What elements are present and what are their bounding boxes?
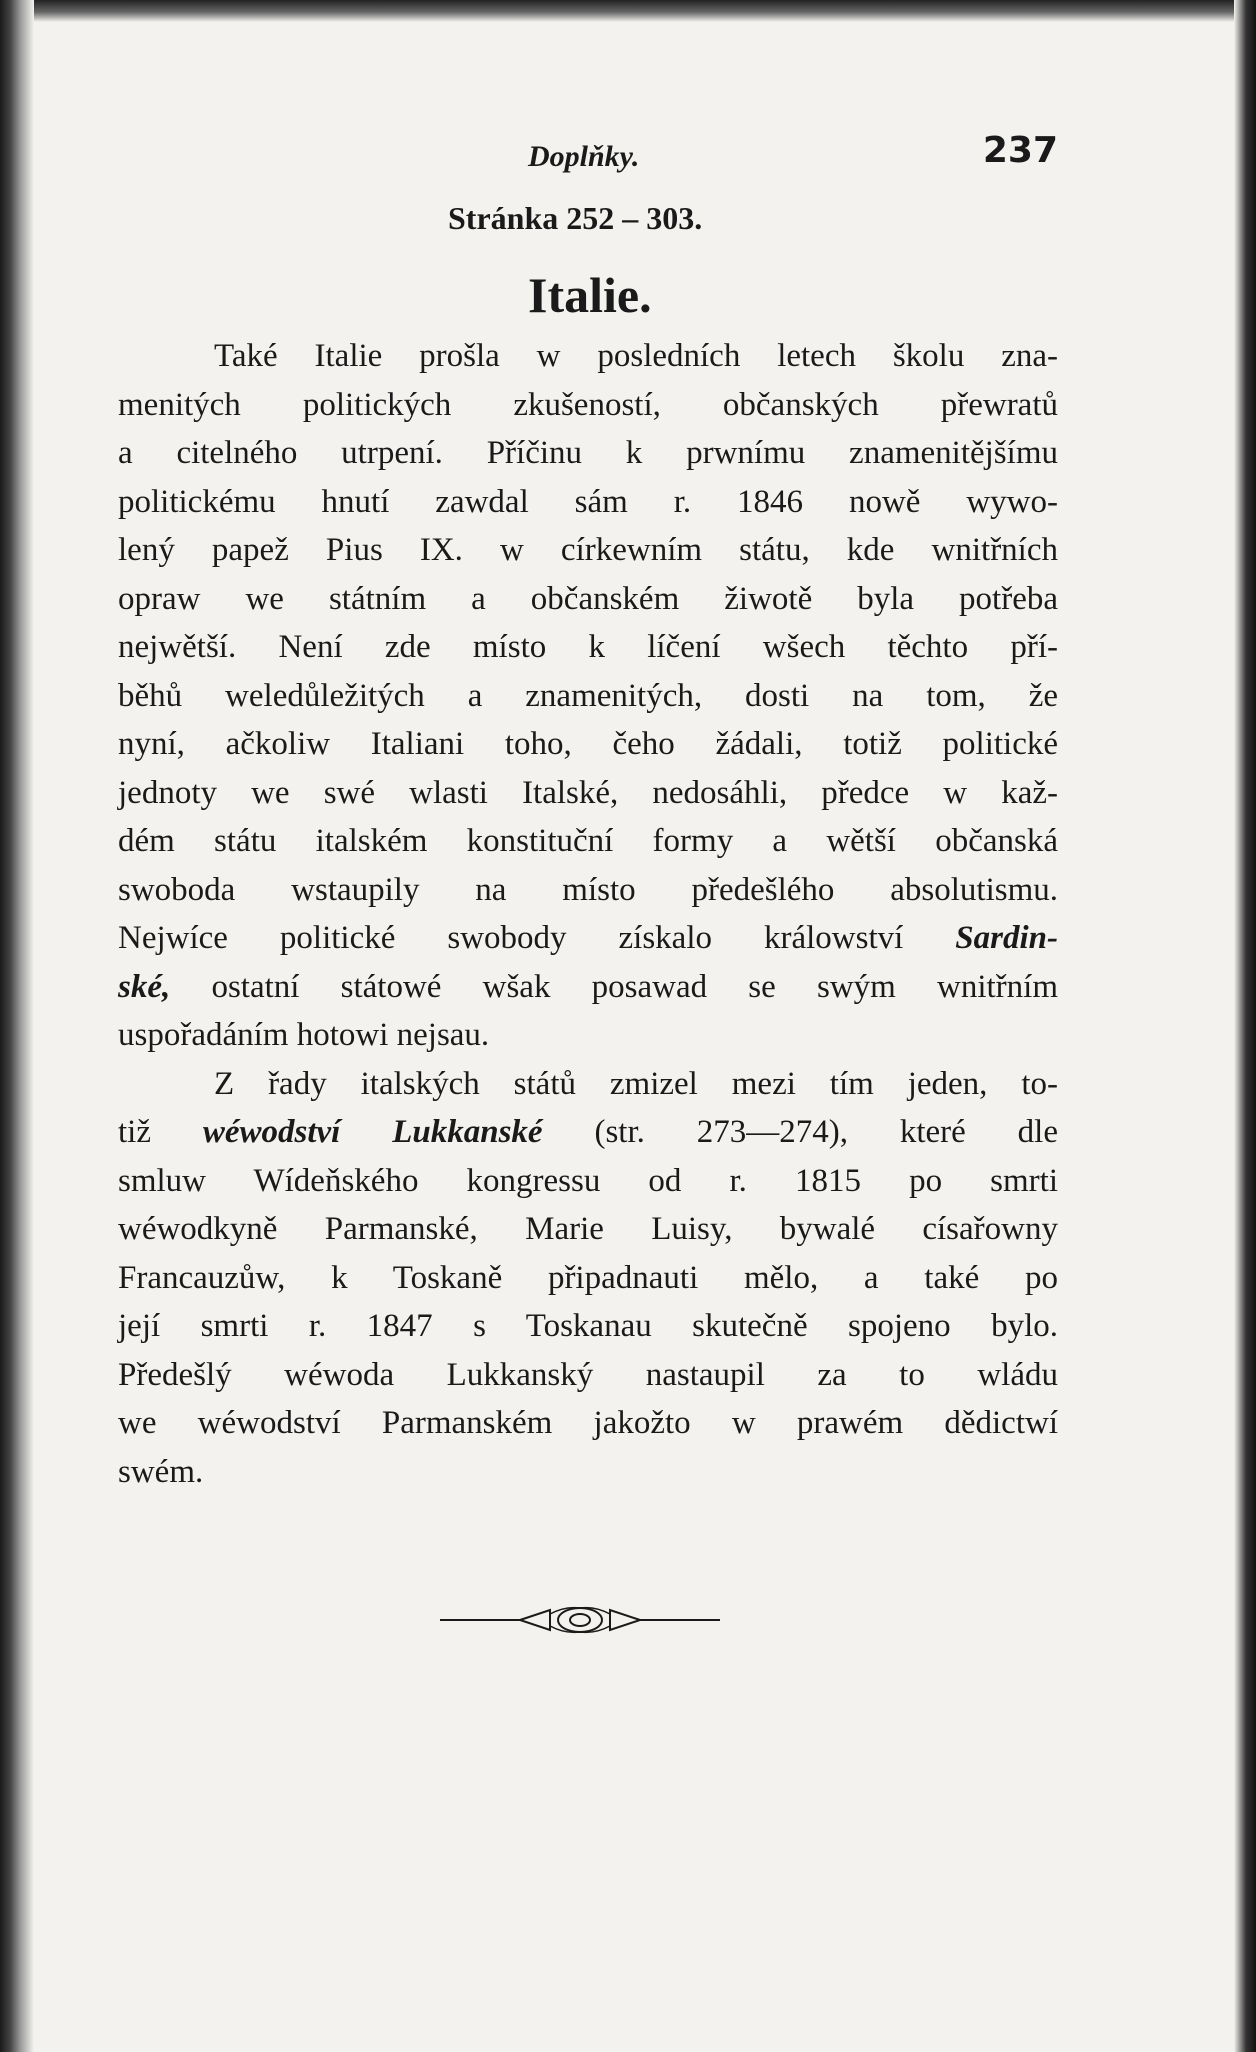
paragraph-2: [118, 1060, 1058, 1497]
text-line: wéwodkyně Parmanské, Marie Luisy, bywalé císařowny: [118, 1211, 1058, 1247]
text-line: lený papež Pius IX. w církewním státu, kde wnitřních: [118, 532, 1058, 568]
page-range: Stránka 252 – 303.: [448, 200, 703, 236]
emphasis-ske: ské,: [118, 968, 171, 1005]
text-line: uspořadáním hotowi nejsau.: [118, 1017, 490, 1053]
ornament-divider: [440, 1600, 720, 1640]
scan-left-edge: [0, 0, 34, 2052]
text-run: ostatní státowé wšak posawad se swým wnitřním: [211, 968, 1059, 1005]
paragraph-1: [118, 332, 1058, 1060]
emphasis-sardinske: Sardin-: [955, 920, 1058, 956]
book-page: [118, 130, 1058, 1496]
emphasis-wewodstvi-lukkanske: wéwodství Lukkanské: [202, 1114, 543, 1150]
text-line: Francauzůw, k Toskaně připadnauti mělo, a také po: [118, 1259, 1058, 1296]
text-run: (str. 273—274), které dle: [594, 1114, 1058, 1150]
text-line: a citelného utrpení. Příčinu k prwnímu znamenitějšímu: [118, 435, 1058, 471]
text-line: jednoty we swé wlasti Italské, nedosáhli, předce w kaž-: [118, 774, 1058, 811]
section-title: Italie.: [528, 267, 652, 323]
page-number: 237: [982, 130, 1058, 171]
text-line: Předešlý wéwoda Lukkanský nastaupil za to wládu: [118, 1356, 1058, 1393]
text-line: menitých politických zkušeností, občanských přewratů: [118, 386, 1058, 423]
scan-top-edge: [0, 0, 1256, 22]
text-line: běhů weledůležitých a znamenitých, dosti na tom, že: [118, 677, 1058, 714]
text-line: politickému hnutí zawdal sám r. 1846 nowě wywo-: [118, 483, 1058, 520]
text-line: [118, 963, 1058, 1012]
text-run: tiž: [118, 1114, 151, 1150]
text-run: Nejwíce politické swobody získalo králowství: [118, 920, 904, 956]
text-line: [118, 914, 1058, 963]
text-line: swoboda wstaupily na místo předešlého absolutismu.: [118, 871, 1058, 908]
scan-right-edge: [1234, 0, 1256, 2052]
text-line: smluw Wídeňského kongressu od r. 1815 po smrti: [118, 1162, 1058, 1199]
text-line: swém.: [118, 1453, 204, 1490]
running-head: [118, 130, 1058, 186]
text-line: [118, 1108, 1058, 1157]
text-line: dém státu italském konstituční formy a wětší občanská: [118, 823, 1058, 859]
text-line: opraw we státním a občanském žiwotě byla potřeba: [118, 580, 1058, 617]
text-line: nejwětší. Není zde místo k líčení wšech těchto pří-: [118, 629, 1058, 665]
text-line: Také Italie prošla w posledních letech školu zna-: [214, 338, 1058, 374]
running-title: Doplňky.: [528, 140, 640, 173]
text-line: její smrti r. 1847 s Toskanau skutečně spojeno bylo.: [118, 1308, 1058, 1344]
text-line: we wéwodství Parmanském jakožto w prawém dědictwí: [118, 1405, 1058, 1441]
text-line: Z řady italských států zmizel mezi tím jeden, to-: [214, 1065, 1058, 1102]
text-line: nyní, ačkoliw Italiani toho, čeho žádali, totiž politické: [118, 726, 1058, 762]
